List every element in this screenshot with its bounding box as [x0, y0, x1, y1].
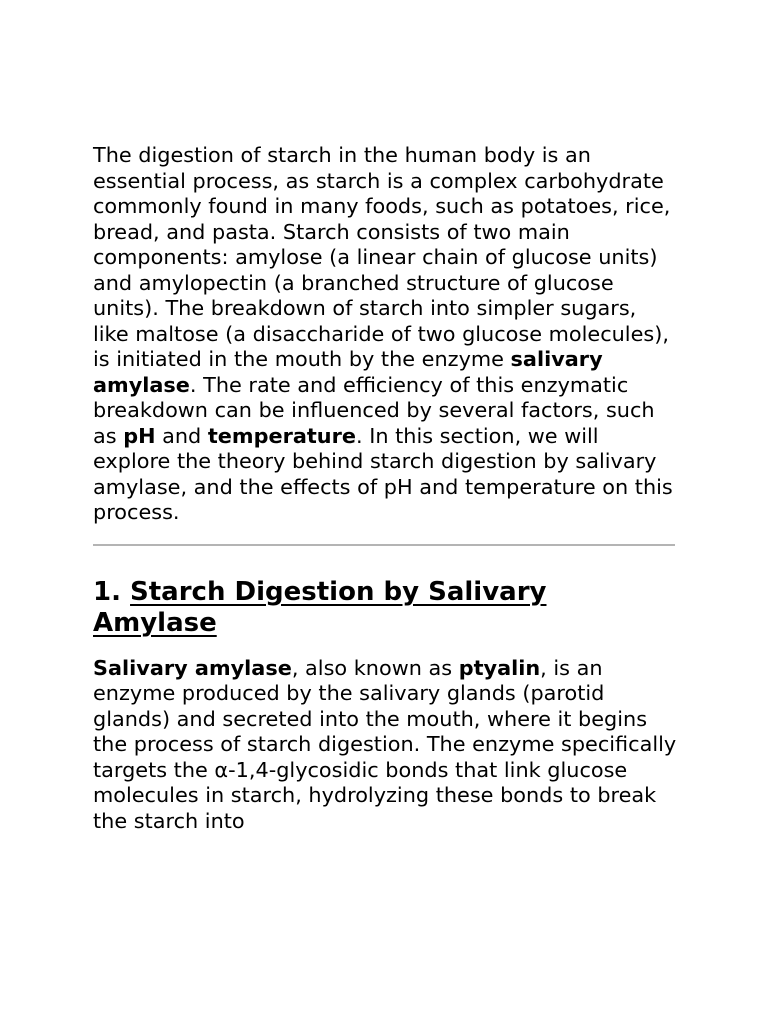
ptyalin-term: ptyalin: [458, 655, 541, 680]
intro-text-b: . The rate and efficiency of this enzymatic breakdown can be influenced by several factors, such as: [93, 372, 655, 448]
section-text-b: , is an enzyme produced by the salivary glands (parotid glands) and secreted into the mouth, where it begins the process of starch digestion. The enzyme specifically targets the α-1,4-glycosidic bonds that link glucose molecules in starch, hydrolyzing these bonds to break the starch into: [93, 655, 677, 833]
horizontal-divider: [93, 544, 675, 546]
salivary-amylase-term: salivary amylase: [93, 347, 603, 397]
intro-paragraph: [93, 143, 678, 526]
section-paragraph: [93, 656, 678, 835]
intro-text-c: and: [155, 423, 208, 448]
section-text-a: , also known as: [291, 655, 459, 680]
section-number: 1.: [93, 576, 121, 607]
intro-text-a: The digestion of starch in the human body is an essential process, as starch is a complex carbohydrate commonly found in many foods, such as potatoes, rice, bread, and pasta. Starch consists of two main components: amylose (a linear chain of glucose units) and amylopectin (a branched structure of glucose units). The breakdown of starch into simpler sugars, like maltose (a disaccharide of two glucose molecules), is initiated in the mouth by the enzyme: [93, 143, 671, 371]
section-heading: [93, 577, 678, 640]
temperature-term: temperature: [207, 423, 356, 448]
section-title: Starch Digestion by Salivary Amylase: [93, 576, 547, 638]
ph-term: pH: [123, 423, 156, 448]
salivary-amylase-bold: Salivary amylase: [93, 655, 292, 680]
document-page: [93, 143, 678, 834]
intro-text-d: . In this section, we will explore the theory behind starch digestion by salivary amylase, and the effects of pH and temperature on this process.: [93, 423, 673, 524]
